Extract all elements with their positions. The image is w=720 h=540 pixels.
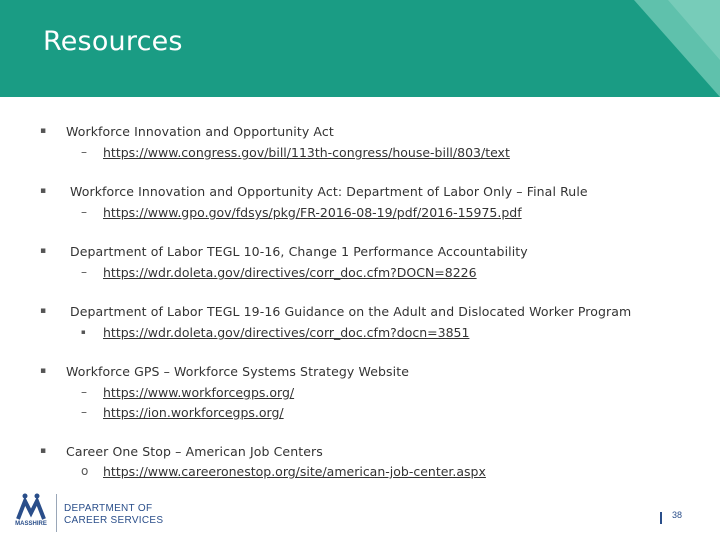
dash-marker: – [81,405,87,419]
resource-link[interactable]: https://wdr.doleta.gov/directives/corr_doc.cfm?docn=3851 [103,325,470,340]
logo-text: MASSHIRE [15,521,47,527]
resource-link[interactable]: https://wdr.doleta.gov/directives/corr_doc.cfm?DOCN=8226 [103,265,477,280]
square-marker: ▪ [81,328,86,336]
bullet-icon: ▪ [40,246,47,256]
corner-accent-light [668,0,720,60]
department-line-2: CAREER SERVICES [64,515,164,526]
dash-marker: – [81,205,87,219]
masshire-logo-icon [8,491,54,521]
title-bar [0,0,720,97]
bullet-icon: ▪ [40,306,47,316]
resource-link[interactable]: https://www.congress.gov/bill/113th-congress/house-bill/803/text [103,145,510,160]
footer-divider [56,494,57,532]
list-item-text: Department of Labor TEGL 10-16, Change 1 Performance Accountability [70,244,528,259]
list-item-text: Workforce GPS – Workforce Systems Strategy Website [66,364,410,379]
resource-link[interactable]: https://www.gpo.gov/fdsys/pkg/FR-2016-08-19/pdf/2016-15975.pdf [103,205,522,220]
list-item-text: Workforce Innovation and Opportunity Act [66,124,334,139]
list-item-text: Workforce Innovation and Opportunity Act: Department of Labor Only – Final Rule [70,184,588,199]
dash-marker: – [81,265,87,279]
bullet-icon: ▪ [40,366,47,376]
masshire-logo [8,491,54,535]
footer [0,488,720,540]
page-number: 38 [672,510,683,520]
circle-marker: o [81,464,89,478]
dash-marker: – [81,145,87,159]
bullet-icon: ▪ [40,446,47,456]
slide-title: Resources [43,26,183,57]
dash-marker: – [81,385,87,399]
bullet-icon: ▪ [40,126,47,136]
department-name [64,503,163,527]
list-item-text: Career One Stop – American Job Centers [66,444,323,459]
resource-link[interactable]: https://www.careeronestop.org/site/american-job-center.aspx [103,464,486,479]
department-line-1: DEPARTMENT OF [64,503,153,514]
resource-link[interactable]: https://ion.workforcegps.org/ [103,405,284,420]
bullet-icon: ▪ [40,186,47,196]
page-number-bar [660,512,662,524]
resource-link[interactable]: https://www.workforcegps.org/ [103,385,295,400]
list-item-text: Department of Labor TEGL 19-16 Guidance on the Adult and Dislocated Worker Program [70,304,632,319]
